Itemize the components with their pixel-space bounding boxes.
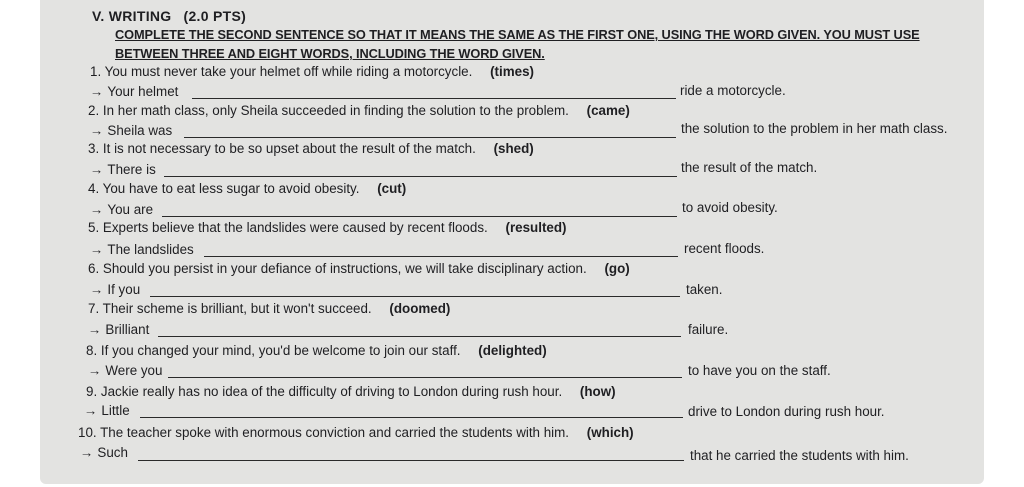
question-number: 7. [88, 301, 100, 316]
question-keyword: (resulted) [505, 220, 567, 235]
answer-end-1: ride a motorcycle. [680, 83, 786, 98]
answer-start-text: You are [107, 202, 154, 217]
instruction-line-2: BETWEEN THREE AND EIGHT WORDS, INCLUDING THE WORD GIVEN. [115, 46, 545, 61]
instruction-line-1: COMPLETE THE SECOND SENTENCE SO THAT IT MEANS THE SAME AS THE FIRST ONE, USING THE WORD GIVEN. YOU MUST USE [115, 27, 920, 42]
arrow-icon: → [90, 162, 104, 177]
answer-start-9 [84, 403, 130, 418]
question-6 [88, 261, 630, 276]
question-keyword: (how) [579, 384, 616, 399]
arrow-icon: → [84, 403, 98, 418]
arrow-icon: → [80, 445, 94, 460]
question-number: 2. [88, 103, 100, 118]
question-number: 9. [86, 384, 98, 399]
question-keyword: (delighted) [478, 343, 547, 358]
section-points: (2.0 PTS) [183, 8, 247, 24]
answer-start-6 [90, 282, 140, 297]
question-number: 1. [90, 64, 102, 79]
answer-end-9: drive to London during rush hour. [688, 404, 885, 419]
arrow-icon: → [90, 242, 104, 257]
answer-start-text: Such [97, 445, 128, 460]
question-10 [78, 425, 634, 440]
answer-end-10: that he carried the students with him. [690, 448, 909, 463]
arrow-icon: → [90, 202, 104, 217]
question-text: You must never take your helmet off while riding a motorcycle. [104, 64, 473, 79]
answer-end-2: the solution to the problem in her math class. [681, 121, 948, 136]
section-title: V. WRITING [92, 8, 172, 24]
arrow-icon: → [88, 363, 102, 378]
question-number: 4. [88, 181, 100, 196]
answer-blank-4[interactable] [162, 216, 677, 217]
question-7 [88, 301, 450, 316]
answer-start-10 [80, 445, 128, 460]
answer-end-3: the result of the match. [681, 160, 818, 175]
arrow-icon: → [90, 123, 104, 138]
answer-start-4 [90, 202, 153, 217]
section-heading [92, 8, 246, 24]
question-text: The teacher spoke with enormous conviction and carried the students with him. [100, 425, 570, 440]
question-number: 6. [88, 261, 100, 276]
question-keyword: (which) [586, 425, 634, 440]
question-1 [90, 64, 534, 79]
answer-start-1 [90, 84, 178, 99]
answer-start-text: The landslides [107, 242, 194, 257]
answer-end-8: to have you on the staff. [688, 363, 831, 378]
question-text: You have to eat less sugar to avoid obesity. [102, 181, 360, 196]
question-text: In her math class, only Sheila succeeded in finding the solution to the problem. [102, 103, 569, 118]
answer-blank-6[interactable] [150, 296, 680, 297]
question-5 [88, 220, 567, 235]
question-3 [88, 141, 534, 156]
question-8 [86, 343, 547, 358]
question-keyword: (came) [586, 103, 630, 118]
answer-blank-8[interactable] [168, 377, 682, 378]
question-text: Their scheme is brilliant, but it won't succeed. [102, 301, 372, 316]
question-number: 3. [88, 141, 100, 156]
question-4 [88, 181, 406, 196]
answer-start-text: Sheila was [107, 123, 173, 138]
answer-end-4: to avoid obesity. [682, 200, 778, 215]
question-keyword: (go) [604, 261, 630, 276]
answer-start-text: Little [101, 403, 130, 418]
answer-end-7: failure. [688, 322, 729, 337]
question-keyword: (doomed) [389, 301, 451, 316]
question-number: 8. [86, 343, 98, 358]
answer-blank-5[interactable] [204, 256, 678, 257]
answer-start-text: If you [107, 282, 141, 297]
answer-blank-3[interactable] [164, 176, 677, 177]
arrow-icon: → [90, 282, 104, 297]
question-number: 5. [88, 220, 100, 235]
answer-blank-1[interactable] [192, 98, 676, 99]
answer-start-text: Were you [105, 363, 163, 378]
answer-start-text: Brilliant [105, 322, 150, 337]
answer-start-5 [90, 242, 194, 257]
question-text: If you changed your mind, you'd be welcome to join our staff. [100, 343, 461, 358]
answer-end-5: recent floods. [684, 241, 765, 256]
question-text: Should you persist in your defiance of instructions, we will take disciplinary action. [102, 261, 587, 276]
question-keyword: (times) [490, 64, 534, 79]
question-keyword: (shed) [493, 141, 534, 156]
arrow-icon: → [88, 322, 102, 337]
answer-start-2 [90, 123, 172, 138]
question-9 [86, 384, 616, 399]
answer-start-text: Your helmet [107, 84, 179, 99]
answer-start-7 [88, 322, 149, 337]
question-number: 10. [78, 425, 97, 440]
arrow-icon: → [90, 84, 104, 99]
answer-blank-2[interactable] [184, 137, 676, 138]
answer-start-3 [90, 162, 156, 177]
answer-end-6: taken. [686, 282, 723, 297]
worksheet-page [40, 0, 984, 484]
answer-start-text: There is [107, 162, 156, 177]
question-text: Jackie really has no idea of the difficulty of driving to London during rush hour. [100, 384, 563, 399]
question-text: It is not necessary to be so upset about the result of the match. [102, 141, 476, 156]
answer-start-8 [88, 363, 162, 378]
answer-blank-7[interactable] [158, 336, 681, 337]
answer-blank-9[interactable] [140, 417, 683, 418]
question-2 [88, 103, 630, 118]
answer-blank-10[interactable] [138, 460, 684, 461]
question-keyword: (cut) [377, 181, 407, 196]
question-text: Experts believe that the landslides were caused by recent floods. [102, 220, 488, 235]
